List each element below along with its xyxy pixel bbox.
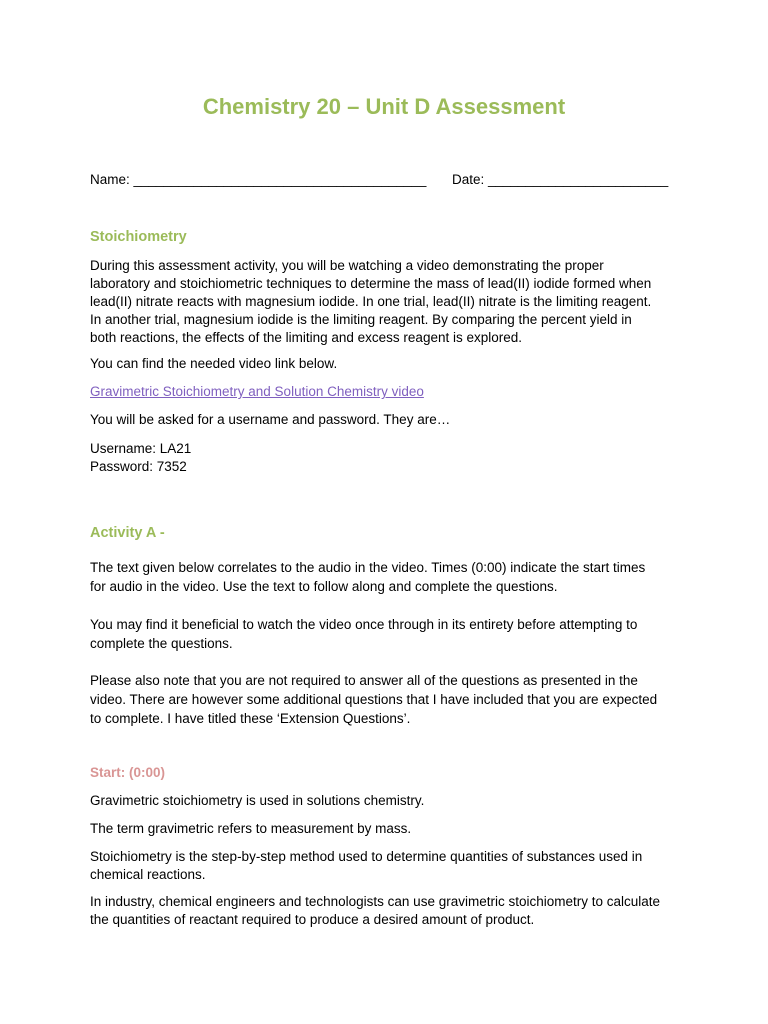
- paragraph-line: Please also note that you are not required to answer all of the questions as presented in the: [90, 673, 638, 688]
- credentials-note: You will be asked for a username and password. They are…: [90, 412, 451, 427]
- paragraph-line: You may find it beneficial to watch the video once through in its entirety before attempting to: [90, 617, 638, 632]
- activity-a-heading: Activity A -: [90, 525, 165, 541]
- paragraph-line: the quantities of reactant required to produce a desired amount of product.: [90, 912, 535, 927]
- paragraph-line: Stoichiometry is the step-by-step method used to determine quantities of substances used in: [90, 849, 643, 864]
- activity-a-paragraph-2: [90, 615, 680, 653]
- start-heading: Start: (0:00): [90, 765, 166, 780]
- paragraph-line: for audio in the video. Use the text to follow along and complete the questions.: [90, 579, 558, 594]
- name-field-line: Name: _______________________________________: [90, 172, 427, 187]
- video-link[interactable]: Gravimetric Stoichiometry and Solution Chemistry video: [90, 384, 424, 399]
- username-text: Username: LA21: [90, 441, 192, 456]
- intro-line: During this assessment activity, you will be watching a video demonstrating the proper: [90, 258, 604, 273]
- paragraph-line: The text given below correlates to the audio in the video. Times (0:00) indicate the start times: [90, 560, 646, 575]
- password-text: Password: 7352: [90, 459, 187, 474]
- date-field-line: Date: ________________________: [452, 172, 669, 187]
- page-title: Chemistry 20 – Unit D Assessment: [202, 94, 566, 119]
- start-paragraph-4: [90, 893, 680, 929]
- paragraph-line: complete the questions.: [90, 636, 233, 651]
- start-line-2: The term gravimetric refers to measurement by mass.: [90, 821, 412, 836]
- paragraph-line: to complete. I have titled these ‘Extension Questions’.: [90, 711, 411, 726]
- credentials-block: [90, 440, 680, 476]
- paragraph-line: chemical reactions.: [90, 867, 206, 882]
- activity-a-paragraph-1: [90, 558, 680, 596]
- activity-a-paragraph-3: [90, 671, 680, 728]
- intro-line: In another trial, magnesium iodide is the limiting reagent. By comparing the percent yield in: [90, 312, 632, 327]
- start-line-1: Gravimetric stoichiometry is used in solutions chemistry.: [90, 793, 425, 808]
- intro-line: both reactions, the effects of the limiting and excess reagent is explored.: [90, 330, 522, 345]
- video-link-row: [90, 383, 680, 401]
- stoichiometry-heading: Stoichiometry: [90, 229, 187, 245]
- stoichiometry-intro: [90, 257, 680, 347]
- intro-line: laboratory and stoichiometric techniques to determine the mass of lead(II) iodide formed when: [90, 276, 652, 291]
- paragraph-line: In industry, chemical engineers and technologists can use gravimetric stoichiometry to calculate: [90, 894, 661, 909]
- intro-line: lead(II) nitrate reacts with magnesium iodide. In one trial, lead(II) nitrate is the limiting reagent.: [90, 294, 652, 309]
- video-note: You can find the needed video link below.: [90, 356, 338, 371]
- name-date-row: [90, 171, 690, 189]
- paragraph-line: video. There are however some additional questions that I have included that you are expected: [90, 692, 658, 707]
- start-paragraph-3: [90, 848, 680, 884]
